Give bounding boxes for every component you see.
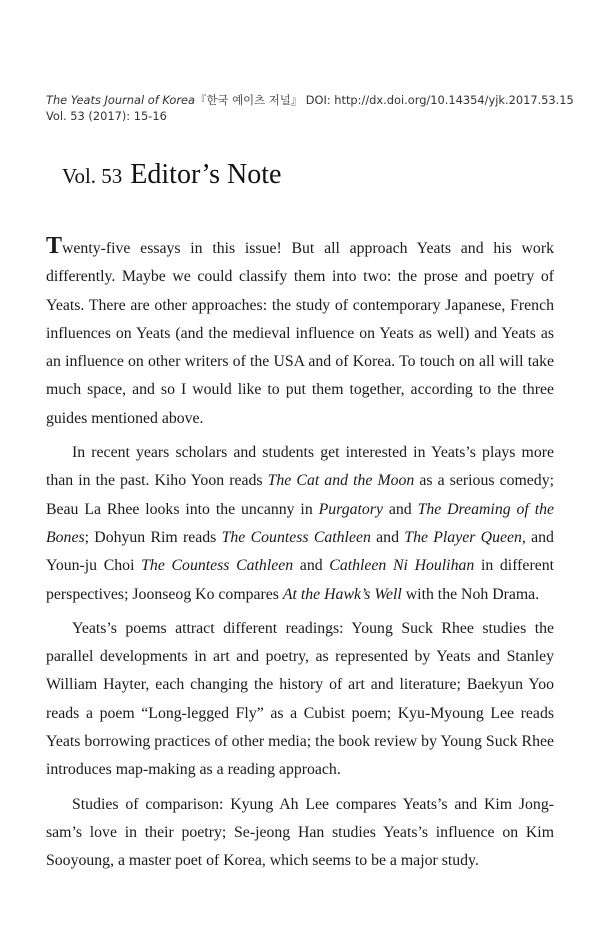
paragraph-poems: Yeats’s poems attract different readings: Young Suck Rhee studies the parallel developments in art and poetry, as represented by Yeats and Stanley William Hayter, each changing the history of art and literature; Baekyun Yoo reads a poem “Long-legged Fly” as a Cubist poem; Kyu-Myoung Lee reads Yeats borrowing practices of other media; the book review by Young Suck Rhee introduces map-making as a reading approach.	[46, 619, 554, 779]
work-title: The Dreaming of the Bones	[46, 500, 554, 546]
title-editors-note: Editor’s Note	[130, 159, 282, 190]
work-title: Purgatory	[318, 500, 383, 518]
paragraph-plays	[46, 439, 554, 609]
page-title	[62, 152, 281, 196]
work-title: At the Hawk’s Well	[282, 585, 402, 603]
text-run: and	[293, 557, 330, 575]
title-volume: Vol. 53	[62, 164, 123, 188]
drop-cap: T	[46, 233, 63, 259]
volume-info: Vol. 53 (2017): 15-16	[46, 109, 167, 123]
text-run: with the Noh Drama.	[401, 585, 540, 603]
work-title: Cathleen Ni Houlihan	[329, 557, 475, 575]
paragraph-intro-text: wenty-five essays in this issue! But all approach Yeats and his work differently. Maybe we could classify them into two: the prose and poetry of Yeats. There are other approaches: the study of contemporary Japanese, French influences on Yeats (and the medieval influence on Yeats as well) and Yeats as an influence on other writers of the USA and of Korea. To touch on all will take much space, and so I would like to put them together, according to the three guides mentioned above.	[46, 240, 554, 427]
work-title: The Cat and the Moon	[267, 472, 415, 490]
text-run: , and Youn-ju Choi	[46, 528, 554, 575]
paragraph-intro	[46, 235, 554, 433]
article-body	[46, 235, 554, 882]
text-run: ; Dohyun Rim reads	[84, 528, 222, 546]
work-title: The Countess Cathleen	[221, 528, 371, 546]
text-run: and	[382, 500, 418, 518]
text-run: as a serious comedy; Beau La Rhee looks into the uncanny in	[46, 472, 554, 518]
text-run: In recent years scholars and students get interested in Yeats’s plays more than in the past. Kiho Yoon reads	[46, 444, 554, 490]
journal-name: The Yeats Journal of Korea	[46, 93, 196, 107]
doi-link[interactable]: DOI: http://dx.doi.org/10.14354/yjk.2017.53.15	[305, 93, 574, 107]
text-run: in different perspectives; Joonseog Ko compares	[46, 557, 554, 603]
journal-korean-name: 『한국 예이츠 저널』	[195, 93, 303, 107]
running-head	[46, 92, 574, 124]
journal-citation	[46, 92, 574, 108]
paragraph-comparison: Studies of comparison: Kyung Ah Lee compares Yeats’s and Kim Jong-sam’s love in their poetry; Se-jeong Han studies Yeats’s influence on Kim Sooyoung, a master poet of Korea, which seems to be a major study.	[46, 795, 554, 870]
work-title: The Player Queen	[404, 528, 522, 546]
text-run: and	[370, 528, 405, 546]
work-title: The Countess Cathleen	[141, 557, 294, 575]
